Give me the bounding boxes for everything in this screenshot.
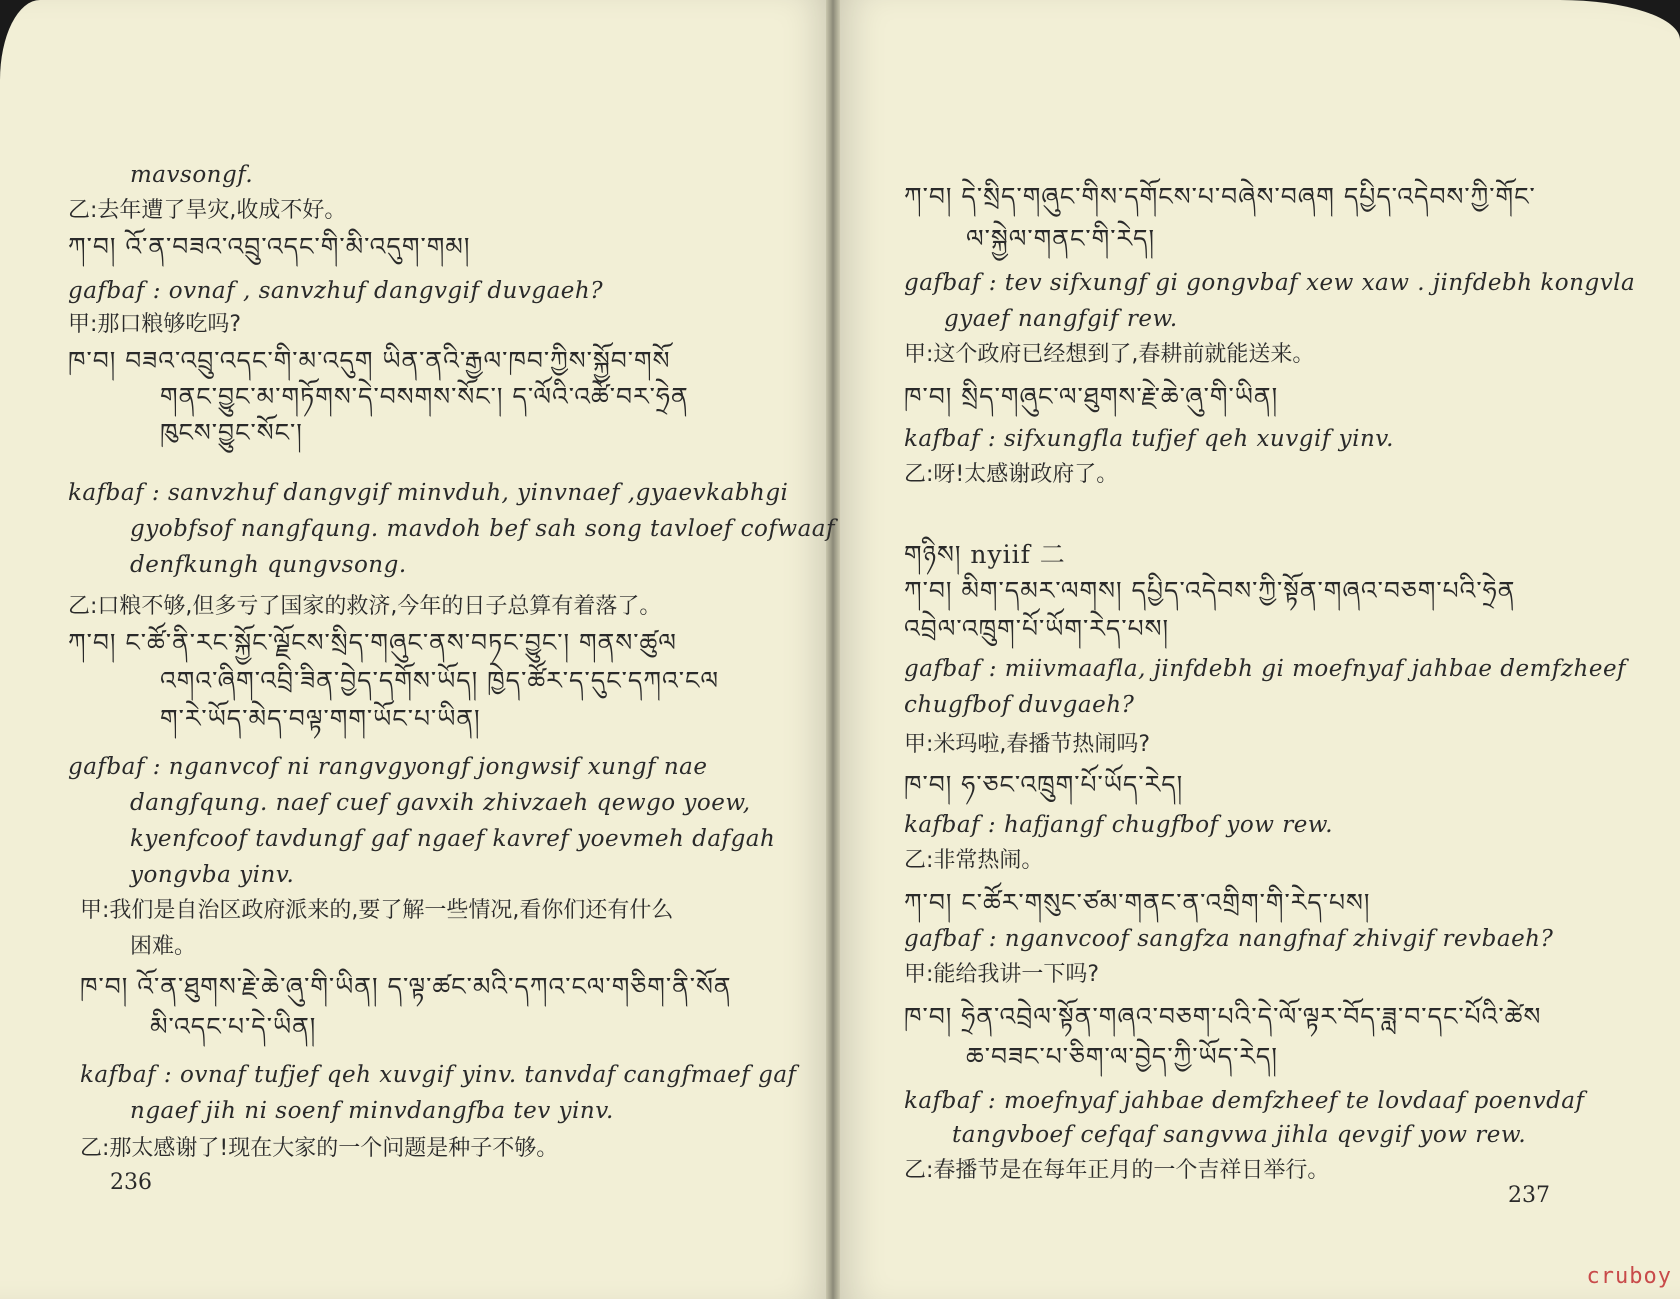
left-page-text-line: 困难。 [130, 934, 197, 959]
right-page-text-line: gafbaf : miivmaafla, jinfdebh gi moefnyaf jahbae demfzheef [904, 656, 1627, 682]
right-page-text-line: tangvboef cefqaf sangvwa jihla qevgif yow rew. [952, 1122, 1527, 1148]
left-page-text-line: kyenfcoof tavdungf gaf ngaef kavref yoevmeh dafgah [130, 826, 776, 852]
left-page-text-line: ཁ་བ། འོ་ན་ཐུགས་རྗེ་ཆེ་ཞུ་གི་ཡིན། ད་ལྟ་ཚང་མའི་དཀའ་ངལ་གཅིག་ནི་སོན [80, 972, 732, 1001]
left-page-text-line: འགའ་ཞིག་འབྲི་ཟིན་བྱེད་དགོས་ཡོད། ཁྱེད་ཚོར་ད་དུང་དཀའ་ངལ [160, 666, 720, 695]
right-page-text-line: chugfbof duvgaeh? [904, 692, 1135, 718]
left-page-text-line: ཁུངས་བྱུང་སོང་། [160, 418, 303, 447]
book-gutter [826, 0, 840, 1299]
left-page-text-line: denfkungh qungvsong. [130, 552, 407, 578]
left-page-text-line: kafbaf : sanvzhuf dangvgif minvduh, yinvnaef ,gyaevkabhgi [68, 480, 789, 506]
left-page-text-line: 乙:口粮不够,但多亏了国家的救济,今年的日子总算有着落了。 [68, 594, 662, 619]
right-page-text-line: འབྲེལ་འཁྲུག་པོ་ཡོག་རེད་པས། [904, 614, 1170, 643]
right-page-text-line: kafbaf : sifxungfla tufjef qeh xuvgif yinv. [904, 426, 1394, 452]
right-page-text-line: kafbaf : moefnyaf jahbae demfzheef te lovdaaf poenvdaf [904, 1088, 1585, 1114]
left-page-text-line: mavsongf. [130, 162, 254, 188]
right-page-text-line: 乙:呀!太感谢政府了。 [904, 462, 1119, 487]
left-page-text-line: ག་རེ་ཡོད་མེད་བལྟ་གག་ཡོང་པ་ཡིན། [160, 704, 481, 733]
right-page-text-line: 甲:这个政府已经想到了,春耕前就能送来。 [904, 342, 1315, 367]
right-page-text-line: ཁ་བ། ཧ་ཅང་འཁྲུག་པོ་ཡོད་རེད། [904, 770, 1184, 799]
left-page-text-line: མི་འདང་པ་དེ་ཡིན། [150, 1012, 317, 1041]
right-page-text-line: 甲:米玛啦,春播节热闹吗? [904, 732, 1151, 757]
right-page-text-line: kafbaf : hafjangf chugfbof yow rew. [904, 812, 1334, 838]
left-page-text-line: ngaef jih ni soenf minvdangfba tev yinv. [130, 1098, 614, 1124]
left-page-text-line: kafbaf : ovnaf tufjef qeh xuvgif yinv. tanvdaf cangfmaef gaf [80, 1062, 797, 1088]
right-page-text-line: 甲:能给我讲一下吗? [904, 962, 1100, 987]
right-page-text-line: ཀ་བ། དེ་སྲིད་གཞུང་གིས་དགོངས་པ་བཞེས་བཞག དཔྱིད་འདེབས་ཀྱི་གོང་ [904, 182, 1536, 211]
left-page-text-line: གནང་བྱུང་མ་གཏོགས་དེ་བསགས་སོང་། ད་ལོའི་འཚོ་བར་ཧྲེན [160, 382, 689, 411]
left-page-text-line: 甲:我们是自治区政府派来的,要了解一些情况,看你们还有什么 [80, 898, 674, 923]
right-page-text-line: ཆ་བཟང་པ་ཅིག་ལ་བྱེད་ཀྱི་ཡོད་རེད། [966, 1042, 1278, 1071]
left-page-text-line: ཁ་བ། བཟའ་འབྲུ་འདང་གི་མ་འདུག ཡིན་ནའི་རྒྱལ་ཁབ་ཀྱིས་སྐྱོབ་གསོ [68, 346, 671, 375]
right-page-text-line: ཀ་བ། ང་ཚོར་གསུང་ཙམ་གནང་ན་འགྲིག་གི་རེད་པས། [904, 888, 1371, 917]
right-page-text-line: གཉིས། nyiif 二 [904, 540, 1066, 569]
right-page-text-line: gyaef nangfgif rew. [944, 306, 1178, 332]
left-page-text-line: gafbaf : ovnaf , sanvzhuf dangvgif duvgaeh? [68, 278, 604, 304]
right-page-text-line: gafbaf : tev sifxungf gi gongvbaf xew xaw . jinfdebh kongvla [904, 270, 1636, 296]
watermark: cruboy [1586, 1264, 1672, 1289]
right-page-text-line: 乙:非常热闹。 [904, 848, 1044, 873]
left-page-text-line: yongvba yinv. [130, 862, 295, 888]
right-page-text-line: ཁ་བ། ཧྲེན་འབྲེལ་སྟོན་གཞའ་བཅག་པའི་དེ་ལོ་ལྟར་བོད་ཟླ་བ་དང་པོའི་ཚེས [904, 1002, 1542, 1031]
left-page-text-line: dangfqung. naef cuef gavxih zhivzaeh qewgo yoew, [130, 790, 751, 816]
right-page-text-line: ཀ་བ། མིག་དམར་ལགས། དཔྱིད་འདེབས་ཀྱི་སྟོན་གཞའ་བཅག་པའི་ཧྲེན [904, 576, 1516, 605]
left-page-text-line: ཀ་བ། ང་ཚོ་ནི་རང་སྐྱོང་ལྗོངས་སྲིད་གཞུང་ནས་བཏང་བྱུང་། གནས་ཚུལ [68, 628, 677, 657]
right-page-text-line: gafbaf : nganvcoof sangfza nangfnaf zhivgif revbaeh? [904, 926, 1554, 952]
right-page-text-line: 乙:春播节是在每年正月的一个吉祥日举行。 [904, 1158, 1330, 1183]
left-page-text-line: ཀ་བ། འོ་ན་བཟའ་འབྲུ་འདང་གི་མི་འདུག་གམ། [68, 232, 471, 261]
left-page-text-line: 乙:去年遭了旱灾,收成不好。 [68, 198, 347, 223]
right-page-text-line: ཁ་བ། སྲིད་གཞུང་ལ་ཐུགས་རྗེ་ཆེ་ཞུ་གི་ཡིན། [904, 382, 1279, 411]
right-page-number: 237 [1508, 1183, 1550, 1208]
left-page-number: 236 [110, 1170, 152, 1195]
left-page-text-line: 乙:那太感谢了!现在大家的一个问题是种子不够。 [80, 1136, 559, 1161]
right-page-text-line: ལ་སྐྱེལ་གནང་གི་རེད། [966, 224, 1156, 253]
left-page-text-line: 甲:那口粮够吃吗? [68, 312, 242, 337]
left-page-text-line: gafbaf : nganvcof ni rangvgyongf jongwsif xungf nae [68, 754, 708, 780]
left-page-text-line: gyobfsof nangfqung. mavdoh bef sah song tavloef cofwaaf [130, 516, 836, 542]
